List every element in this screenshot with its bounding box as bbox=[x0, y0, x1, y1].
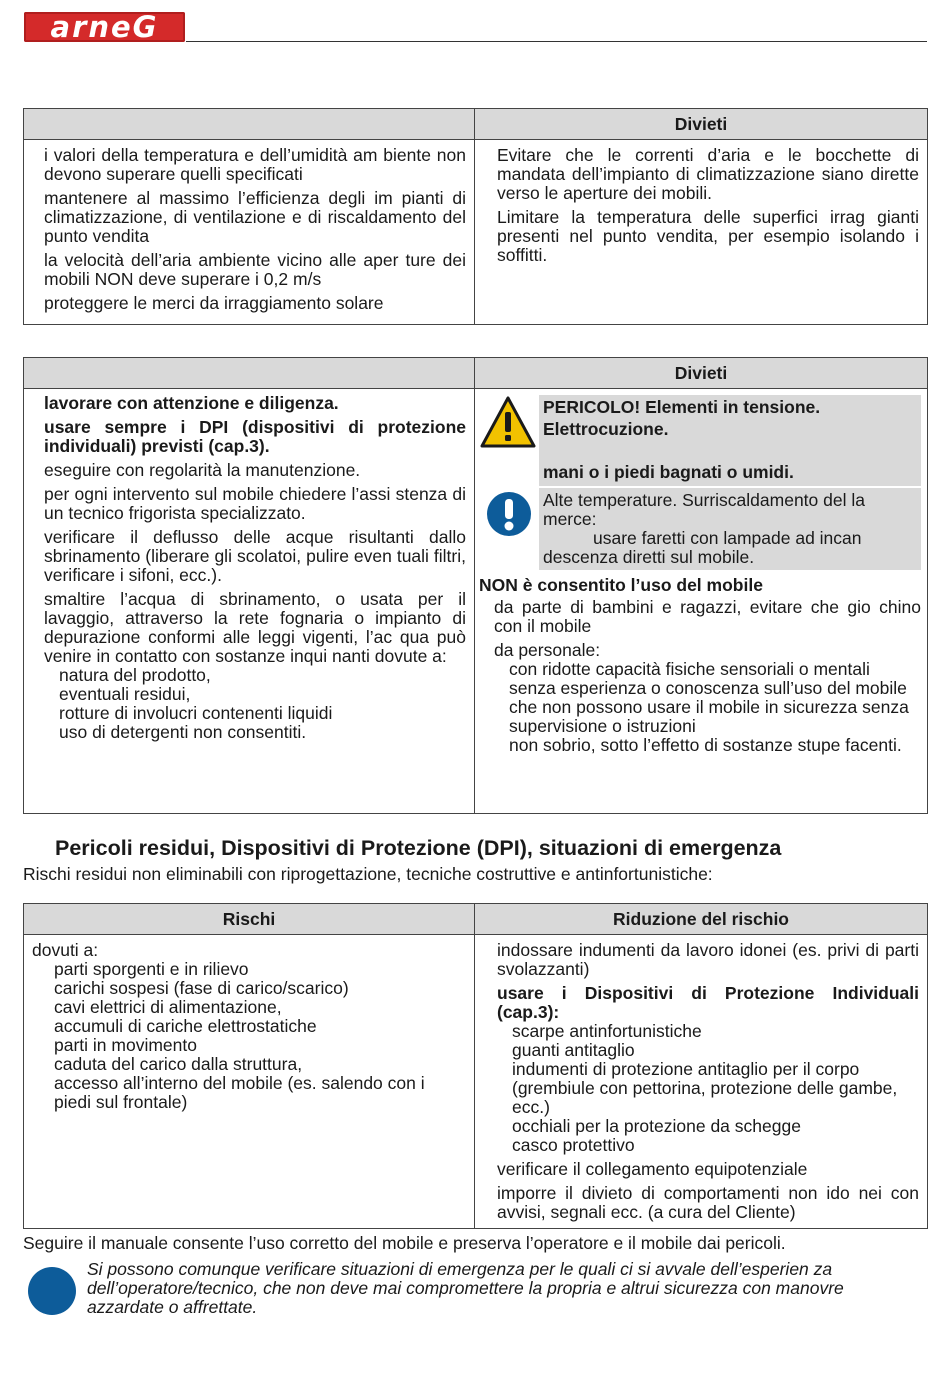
warn-line1: Alte temperature. Surriscaldamento del la merce: bbox=[543, 490, 865, 529]
danger-line2: Elettrocuzione. bbox=[543, 419, 669, 439]
section-heading: Pericoli residui, Dispositivi di Protezione (DPI), situazioni di emergenza bbox=[55, 836, 782, 860]
table2-col2-header: Divieti bbox=[475, 358, 928, 389]
sub-item: guanti antitaglio bbox=[512, 1040, 635, 1060]
header-rule bbox=[186, 41, 927, 42]
list-item: indossare indumenti da lavoro idonei (es. privi di parti svolazzanti) bbox=[497, 940, 919, 979]
table1-col2-header: Divieti bbox=[475, 109, 928, 140]
sub-item: accesso all’interno del mobile (es. salendo con i piedi sul frontale) bbox=[54, 1073, 425, 1112]
exclamation-circle-icon bbox=[479, 486, 539, 570]
table2-col1-header bbox=[24, 358, 475, 389]
section-subtitle: Rischi residui non eliminabili con riprogettazione, tecniche costruttive e antinfortunistiche: bbox=[23, 864, 713, 884]
table1-col1-header bbox=[24, 109, 475, 140]
sub-item: non sobrio, sotto l’effetto di sostanze stupe facenti. bbox=[509, 735, 902, 755]
list-item: imporre il divieto di comportamenti non ido nei con avvisi, segnali ecc. (a cura del Cliente) bbox=[497, 1183, 919, 1222]
arneg-logo: arneG bbox=[24, 12, 185, 42]
table2-right-cell bbox=[475, 389, 928, 814]
sub-item: indumenti di protezione antitaglio per il corpo (grembiule con pettorina, protezione delle gambe, ecc.) bbox=[512, 1059, 898, 1117]
sub-item: che non possono usare il mobile in sicurezza senza supervisione o istruzioni bbox=[509, 697, 909, 736]
warn-line2: usare faretti con lampade ad incan descenza diretti sul mobile. bbox=[543, 528, 862, 567]
list-item: smaltire l’acqua di sbrinamento, o usata per il lavaggio, attraverso la rete fognaria o impianto di depurazione conformi alle leggi vigenti, l’ac qua può venire in contatto con sostanze inqui nanti dovute a: bbox=[44, 589, 466, 666]
sub-item: scarpe antinfortunistiche bbox=[512, 1021, 702, 1041]
warning-triangle-icon bbox=[479, 395, 539, 486]
sub-item: occhiali per la protezione da schegge bbox=[512, 1116, 801, 1136]
table-climate bbox=[23, 108, 928, 325]
sub-item: accumuli di cariche elettrostatiche bbox=[54, 1016, 317, 1036]
list-item: per ogni intervento sul mobile chiedere l’assi stenza di un tecnico frigorista specializzato. bbox=[44, 484, 466, 523]
sub-item: con ridotte capacità fisiche sensoriali o mentali senza esperienza o conoscenza sull’uso del mobile bbox=[509, 659, 907, 698]
list-item: verificare il collegamento equipotenziale bbox=[497, 1159, 808, 1179]
danger-line1: PERICOLO! Elementi in tensione. bbox=[543, 397, 821, 417]
list-item: da parte di bambini e ragazzi, evitare che gio chino con il mobile bbox=[494, 597, 921, 636]
sub-item: rotture di involucri contenenti liquidi bbox=[59, 703, 333, 723]
table3-col2-header: Riduzione del rischio bbox=[475, 904, 928, 935]
list-item: eseguire con regolarità la manutenzione. bbox=[44, 460, 361, 480]
sub-item: eventuali residui, bbox=[59, 684, 191, 704]
list-item: mantenere al massimo l’efficienza degli im pianti di climatizzazione, di ventilazione e di riscaldamento del punto vendita bbox=[44, 188, 466, 246]
footer-line: Seguire il manuale consente l’uso corretto del mobile e preserva l’operatore e il mobile dai pericoli. bbox=[23, 1233, 786, 1253]
danger-line3: mani o i piedi bagnati o umidi. bbox=[543, 462, 794, 482]
list-item: usare i Dispositivi di Protezione Individuali (cap.3): bbox=[497, 983, 919, 1022]
sub-item: uso di detergenti non consentiti. bbox=[59, 722, 307, 742]
table3-col1-header: Rischi bbox=[24, 904, 475, 935]
list-item: verificare il deflusso delle acque risultanti dallo sbrinamento (liberare gli scolatoi, pulire even tuali filtri, verificare i sifoni, ecc.). bbox=[44, 527, 466, 585]
list-item: la velocità dell’aria ambiente vicino alle aper ture dei mobili NON deve superare i 0,2 m/s bbox=[44, 250, 466, 289]
list-item: dovuti a: bbox=[32, 940, 99, 960]
table2-left-cell bbox=[24, 389, 475, 814]
sub-item: parti in movimento bbox=[54, 1035, 197, 1055]
sub-item: natura del prodotto, bbox=[59, 665, 211, 685]
sub-item: casco protettivo bbox=[512, 1135, 635, 1155]
hot-warning-block bbox=[479, 486, 921, 570]
list-item: Evitare che le correnti d’aria e le bocchette di mandata dell’impianto di climatizzazione siano dirette verso le aperture dei mobili. bbox=[497, 145, 919, 203]
sub-item: parti sporgenti e in rilievo bbox=[54, 959, 249, 979]
list-item: proteggere le merci da irraggiamento solare bbox=[44, 293, 384, 313]
list-item: usare sempre i DPI (dispositivi di protezione individuali) previsti (cap.3). bbox=[44, 417, 466, 456]
table1-right-cell bbox=[475, 140, 928, 325]
table-safety bbox=[23, 357, 928, 814]
table3-right-cell bbox=[475, 935, 928, 1229]
table1-left-cell bbox=[24, 140, 475, 325]
sub-item: caduta del carico dalla struttura, bbox=[54, 1054, 303, 1074]
non-title: NON è consentito l’uso del mobile bbox=[479, 575, 763, 595]
list-item: i valori della temperatura e dell’umidità am biente non devono superare quelli specificati bbox=[44, 145, 466, 184]
table3-left-cell bbox=[24, 935, 475, 1229]
sub-item: cavi elettrici di alimentazione, bbox=[54, 997, 282, 1017]
list-item: da personale: bbox=[494, 640, 601, 660]
table-risks bbox=[23, 903, 928, 1229]
list-item: Limitare la temperatura delle superfici irrag gianti presenti nel punto vendita, per esempio isolando i soffitti. bbox=[497, 207, 919, 265]
list-item: lavorare con attenzione e diligenza. bbox=[44, 393, 339, 413]
info-dot-icon bbox=[28, 1267, 76, 1315]
emergency-note: Si possono comunque verificare situazioni di emergenza per le quali ci si avvale dell’esperien za dell’operatore/tecnico, che non deve mai compromettere la propria e altrui sicurezza con manovre azzardate o affrettate. bbox=[87, 1259, 844, 1317]
danger-block bbox=[479, 395, 921, 486]
sub-item: carichi sospesi (fase di carico/scarico) bbox=[54, 978, 349, 998]
